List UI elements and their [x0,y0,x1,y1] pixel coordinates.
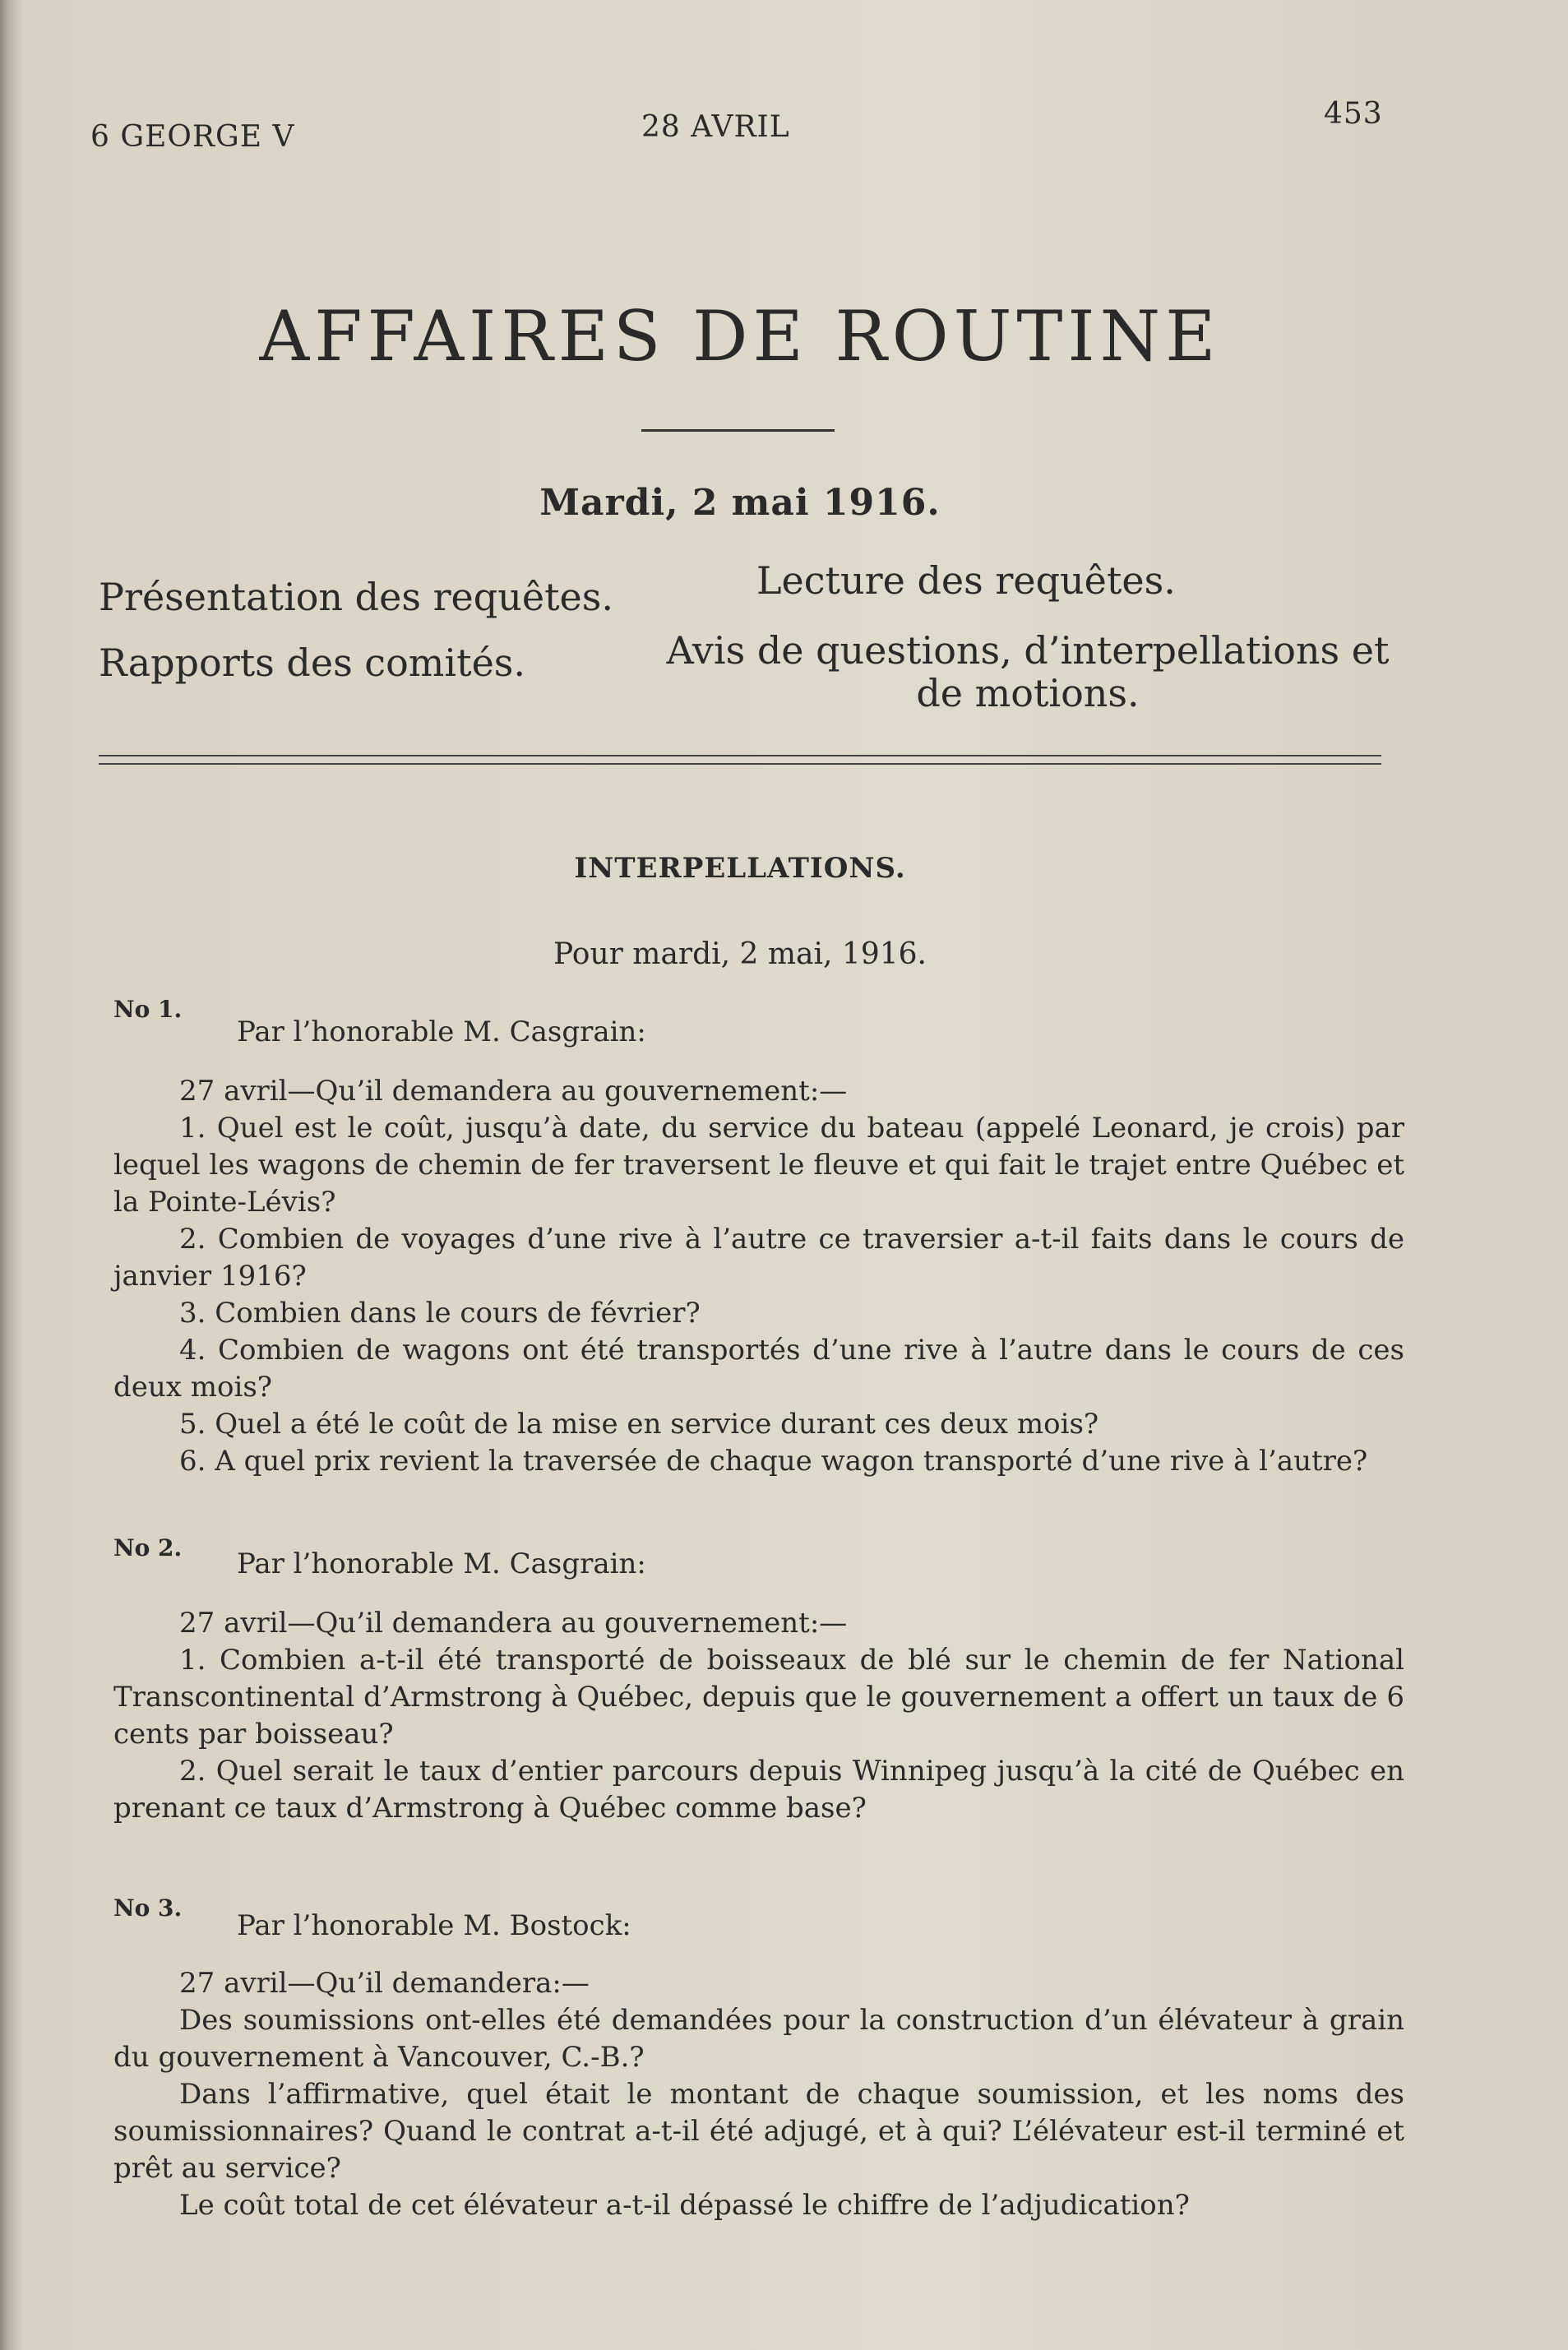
section-divider [99,755,1381,765]
subsection-title: Pour mardi, 2 mai, 1916. [553,937,927,971]
entry-paragraph: Dans l’affirmative, quel était le montant de chaque soumission, et les noms des soumissionnaires? Quand le contrat a-t-il été adjugé, et à qui? L’élévateur est-il terminé et prêt au service? [113,2078,1404,2185]
routine-item: Présentation des requêtes. [99,575,614,619]
entry-paragraph: Le coût total de cet élévateur a-t-il dépassé le chiffre de l’adjudication? [179,2189,1190,2222]
entry-body [113,1073,1404,1480]
entry-author: Par l’honorable M. Bostock: [237,1909,631,1942]
entry-paragraph: 4. Combien de wagons ont été transportés d’une rive à l’autre dans le cours de ces deux mois? [113,1334,1404,1404]
entry-number: No 1. [113,996,183,1023]
entry-paragraph: 27 avril—Qu’il demandera:— [179,1967,590,2000]
entry-paragraph: 1. Quel est le coût, jusqu’à date, du service du bateau (appelé Leonard, je crois) par lequel les wagons de chemin de fer traversent le fleuve et qui fait le trajet entre Québec et la Pointe-Lévis? [113,1112,1404,1219]
routine-item: Rapports des comités. [99,641,526,685]
entry-paragraph: Des soumissions ont-elles été demandées pour la construction d’un élévateur à grain du gouvernement à Vancouver, C.-B.? [113,2004,1404,2074]
entry-number: No 2. [113,1534,183,1561]
session-date: Mardi, 2 mai 1916. [539,482,941,524]
entry-paragraph: 1. Combien a-t-il été transporté de boisseaux de blé sur le chemin de fer National Transcontinental d’Armstrong à Québec, depuis que le gouvernement a offert un taux de 6 cents par boisseau? [113,1644,1404,1751]
routine-item: Lecture des requêtes. [756,558,1176,603]
entry-paragraph: 2. Combien de voyages d’une rive à l’autre ce traversier a-t-il faits dans le cours de janvier 1916? [113,1223,1404,1293]
page-title: AFFAIRES DE ROUTINE [259,296,1221,377]
entry-number: No 3. [113,1894,183,1922]
routine-item: Avis de questions, d’interpellations et de motions. [666,628,1390,715]
entry-body [113,1965,1404,2224]
title-divider [641,429,835,432]
entry-paragraph: 2. Quel serait le taux d’entier parcours depuis Winnipeg jusqu’à la cité de Québec en prenant ce taux d’Armstrong à Québec comme base? [113,1755,1404,1825]
entry-paragraph: 27 avril—Qu’il demandera au gouvernement:— [179,1075,848,1108]
entry-author: Par l’honorable M. Casgrain: [237,1015,646,1048]
entry-paragraph: 3. Combien dans le cours de février? [179,1297,701,1330]
entry-body [113,1605,1404,1827]
entry-paragraph: 27 avril—Qu’il demandera au gouvernement:— [179,1607,848,1640]
running-header [90,97,1383,154]
header-date: 28 AVRIL [641,110,790,144]
header-regnal-year: 6 GEORGE V [90,120,295,154]
entry-paragraph: 6. A quel prix revient la traversée de chaque wagon transporté d’une rive à l’autre? [179,1445,1368,1478]
entry-paragraph: 5. Quel a été le coût de la mise en service durant ces deux mois? [179,1408,1099,1441]
section-title: INTERPELLATIONS. [574,852,906,885]
entry-author: Par l’honorable M. Casgrain: [237,1547,646,1580]
page-number: 453 [1324,97,1383,131]
